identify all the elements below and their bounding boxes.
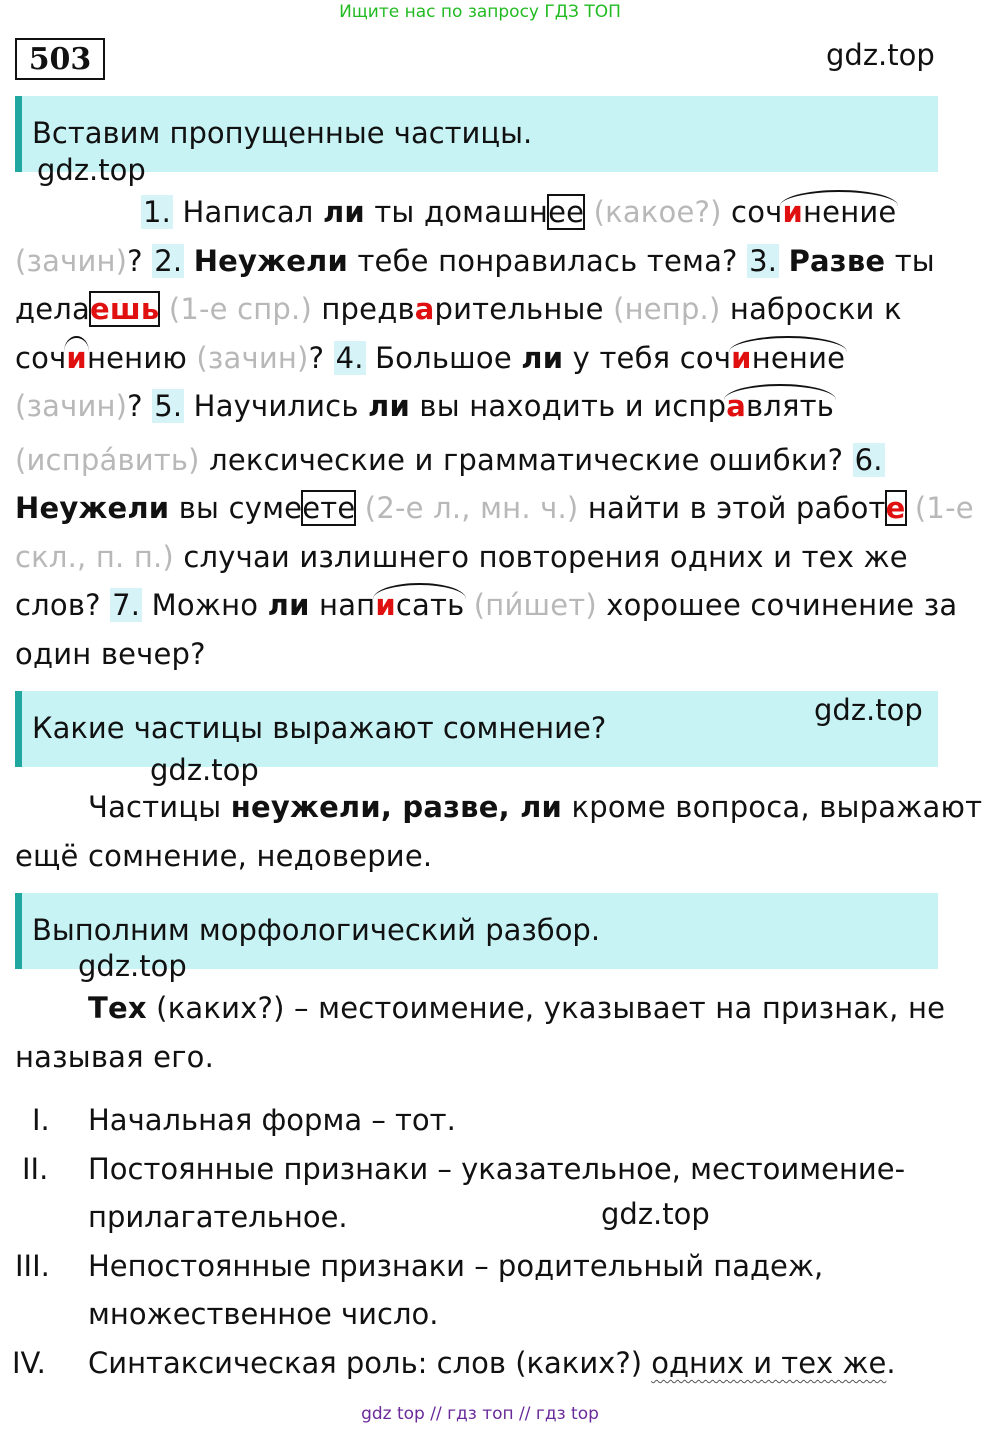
particle: ли	[322, 195, 365, 229]
sentence-number: 5.	[154, 389, 183, 423]
hint: (испра́вить)	[15, 442, 200, 477]
text: слов?	[15, 588, 111, 622]
text: нению	[86, 340, 187, 375]
text: Можно	[142, 588, 268, 622]
exercise-number: 503	[15, 38, 105, 80]
hint: (пи́шет)	[464, 588, 597, 622]
root-arc	[375, 581, 464, 630]
definition-underlined: одних и тех же	[651, 1346, 887, 1380]
sentence-number: 1.	[143, 195, 172, 229]
text: предв	[311, 292, 415, 326]
list-marker: III.	[15, 1249, 50, 1283]
text: Большое	[365, 340, 522, 375]
inserted-letter: и	[66, 340, 87, 375]
watermark: gdz.top	[150, 753, 259, 787]
text: ?	[127, 389, 153, 423]
hint: (зачин)	[186, 340, 309, 375]
text: хорошее сочинение за	[596, 588, 958, 622]
text: нение	[803, 195, 897, 229]
hint: (2-е л., мн. ч.)	[355, 491, 579, 525]
parse-paragraph	[15, 984, 950, 1081]
sentence-number: 4.	[335, 340, 364, 375]
watermark: gdz.top	[37, 153, 146, 187]
text: вы суме	[169, 491, 303, 525]
text: вы находить и испр	[410, 389, 727, 423]
text-line	[15, 285, 950, 334]
text: .	[886, 1346, 896, 1380]
text: Написал	[173, 195, 323, 229]
text: ?	[127, 243, 153, 278]
hint: (1-е спр.)	[159, 292, 312, 326]
list-marker: II.	[22, 1152, 49, 1186]
ending-box: ете	[302, 491, 356, 525]
inserted-letter: а	[726, 389, 746, 423]
watermark: gdz.top	[826, 38, 935, 72]
text: рительные	[434, 292, 604, 326]
hint: (зачин)	[15, 389, 128, 423]
text: один вечер?	[15, 636, 206, 671]
text: у тебя соч	[563, 340, 732, 375]
particle: ли	[267, 588, 310, 622]
particle: Неужели	[15, 491, 170, 525]
list-text: Постоянные признаки – указательное, местоимение-	[88, 1152, 906, 1186]
list-marker: IV.	[12, 1346, 46, 1380]
text: тебе понравилась тема?	[348, 243, 748, 278]
text	[779, 244, 788, 278]
list-text: прилагательное.	[88, 1200, 348, 1234]
text: сать	[395, 588, 465, 622]
hint: (какое?)	[584, 195, 722, 229]
text: случаи излишнего повторения одних и тех же	[173, 539, 908, 574]
text-line	[15, 533, 950, 582]
section-title: Какие частицы выражают сомнение?	[32, 711, 607, 745]
top-note: Ищите нас по запросу ГДЗ ТОП	[339, 2, 621, 22]
sentence-number: 3.	[749, 243, 778, 278]
list-marker: I.	[32, 1103, 50, 1137]
section-title: Выполним морфологический разбор.	[32, 913, 601, 947]
text-line	[15, 484, 974, 533]
answer-text	[15, 188, 974, 678]
hint: (непр.)	[603, 292, 721, 326]
text	[184, 244, 193, 278]
sentence-number: 2.	[154, 243, 183, 278]
text: ещё сомнение, недоверие.	[15, 838, 433, 873]
inserted-letter: а	[414, 292, 435, 326]
doubt-paragraph	[15, 783, 982, 880]
list-text	[88, 1339, 896, 1388]
text: ?	[308, 340, 334, 375]
hint: (1-е	[905, 491, 974, 525]
footer-links: gdz top // гдз топ // гдз top	[361, 1404, 599, 1424]
list-text: Начальная форма – тот.	[88, 1103, 456, 1137]
ending-box: ее	[548, 195, 585, 229]
text: соч	[15, 340, 67, 375]
sentence-number: 7.	[112, 588, 141, 622]
text: лексические и грамматические ошибки?	[199, 442, 853, 477]
section-title: Вставим пропущенные частицы.	[32, 116, 533, 150]
root-arc	[726, 382, 834, 431]
watermark: gdz.top	[814, 693, 923, 727]
text-line	[15, 984, 950, 1033]
list-text: Непостоянные признаки – родительный падеж,	[88, 1249, 824, 1283]
text-line	[15, 237, 950, 286]
text: Научились	[184, 389, 369, 423]
text-line	[15, 581, 958, 630]
sentence-number: 6.	[854, 442, 883, 477]
list-text: множественное число.	[88, 1297, 439, 1331]
inserted-letter: и	[782, 195, 803, 229]
hint: скл., п. п.)	[15, 539, 174, 574]
root-arc	[66, 334, 87, 383]
watermark: gdz.top	[601, 1197, 710, 1231]
text: Синтаксическая роль: слов (каких?)	[88, 1346, 652, 1380]
text: соч	[721, 195, 783, 229]
parsed-word: Тех	[88, 991, 147, 1025]
text-line	[15, 783, 982, 832]
text: ты домашн	[364, 195, 549, 229]
list-item-continuation	[88, 1290, 438, 1339]
particle: ли	[521, 340, 564, 375]
text-line	[15, 188, 950, 237]
text-line	[15, 832, 950, 881]
ending-box: е	[885, 491, 906, 525]
text: найти в этой работ	[578, 491, 886, 525]
particle: Разве	[788, 243, 886, 278]
text-line	[15, 382, 950, 431]
text-line	[15, 436, 950, 485]
text: наброски к	[720, 292, 902, 326]
inserted-letter: и	[375, 588, 396, 622]
hint: (зачин)	[15, 243, 128, 278]
root-arc	[782, 188, 896, 237]
section-header-1	[15, 96, 938, 172]
particles: неужели, разве, ли	[230, 790, 563, 824]
text: Частицы	[88, 790, 231, 824]
watermark: gdz.top	[78, 949, 187, 983]
inserted-letter: и	[731, 340, 752, 375]
text: (каких?) – местоимение, указывает на признак, не	[146, 991, 946, 1025]
text: ты	[885, 243, 935, 278]
text-line	[15, 1033, 950, 1082]
text: называя его.	[15, 1039, 215, 1074]
text: нение	[751, 340, 846, 375]
text: влять	[745, 389, 835, 423]
text: кроме вопроса, выражают	[562, 790, 982, 824]
text: нап	[309, 588, 376, 622]
particle: Неужели	[193, 243, 349, 278]
root-arc	[731, 334, 845, 383]
text: дела	[15, 292, 90, 326]
ending-box: ешь	[90, 292, 160, 326]
particle: ли	[368, 389, 411, 423]
text-line	[15, 334, 950, 383]
text-line	[15, 630, 950, 679]
list-item-continuation	[88, 1193, 348, 1242]
